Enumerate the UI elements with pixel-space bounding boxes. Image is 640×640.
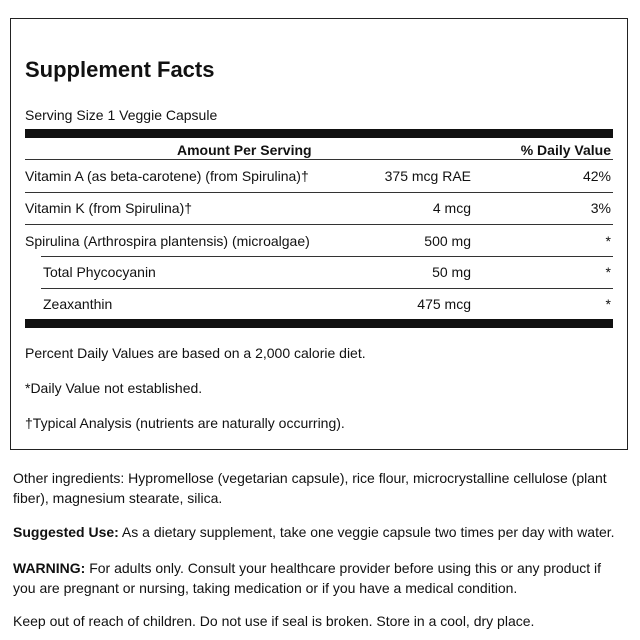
nutrient-name: Vitamin A (as beta-carotene) (from Spirulina)† [25, 168, 309, 184]
nutrient-name: Spirulina (Arthrospira plantensis) (microalgae) [25, 233, 310, 249]
nutrient-row [25, 264, 613, 294]
warning [13, 558, 626, 598]
bottom-thick-bar [25, 319, 613, 328]
nutrient-amount: 500 mg [424, 233, 471, 249]
note-typical-analysis: †Typical Analysis (nutrients are naturally occurring). [25, 415, 345, 431]
note-daily-values: Percent Daily Values are based on a 2,000 calorie diet. [25, 345, 366, 361]
nutrient-daily-value: 3% [590, 200, 611, 216]
row-rule [41, 256, 613, 257]
warning-label: WARNING: [13, 560, 86, 576]
nutrient-amount: 50 mg [432, 264, 471, 280]
serving-size: Serving Size 1 Veggie Capsule [25, 107, 218, 123]
nutrient-row [25, 233, 613, 263]
suggested-use [13, 522, 626, 542]
nutrient-daily-value: * [605, 233, 611, 249]
nutrient-amount: 475 mcg [417, 296, 471, 312]
nutrient-amount: 375 mcg RAE [384, 168, 471, 184]
nutrient-row [25, 168, 613, 198]
note-not-established: *Daily Value not established. [25, 380, 203, 396]
header-rule [25, 159, 613, 160]
row-rule [25, 224, 613, 225]
suggested-use-label: Suggested Use: [13, 524, 119, 540]
daily-value-header: % Daily Value [520, 142, 611, 158]
top-thick-bar [25, 129, 613, 138]
nutrient-name: Vitamin K (from Spirulina)† [25, 200, 193, 216]
nutrient-name: Total Phycocyanin [43, 264, 156, 280]
nutrient-row [25, 200, 613, 230]
suggested-use-text: As a dietary supplement, take one veggie capsule two times per day with water. [118, 524, 615, 540]
amount-per-serving-header: Amount Per Serving [177, 142, 312, 158]
other-ingredients: Other ingredients: Hypromellose (vegetarian capsule), rice flour, microcrystalline cellulose (plant fiber), magnesium stearate, silica. [13, 470, 607, 506]
nutrient-amount: 4 mcg [432, 200, 471, 216]
nutrient-daily-value: * [605, 296, 611, 312]
nutrient-daily-value: * [605, 264, 611, 280]
warning-text: For adults only. Consult your healthcare provider before using this or any product if you are pregnant or nursing, taking medication or if you have a medical condition. [13, 560, 602, 596]
supplement-facts-panel [10, 18, 628, 450]
row-rule [41, 288, 613, 289]
nutrient-daily-value: 42% [582, 168, 611, 184]
row-rule [25, 192, 613, 193]
storage-instructions: Keep out of reach of children. Do not use if seal is broken. Store in a cool, dry place. [13, 613, 535, 629]
panel-title: Supplement Facts [25, 57, 215, 82]
nutrient-name: Zeaxanthin [43, 296, 113, 312]
